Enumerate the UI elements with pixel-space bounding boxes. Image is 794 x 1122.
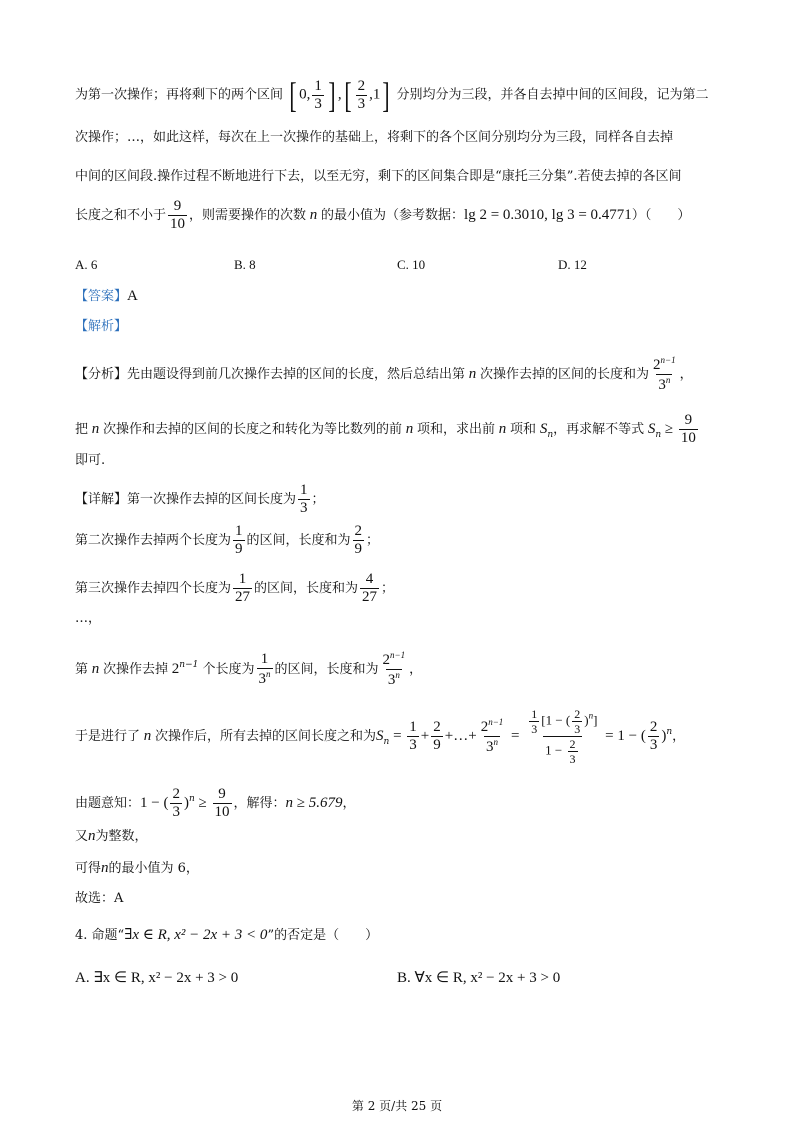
- text: 第三次操作去掉四个长度为: [75, 581, 232, 596]
- text: 【解析】: [75, 319, 128, 334]
- bracket: [: [289, 75, 297, 115]
- fenxi-tag: 【分析】: [75, 367, 128, 382]
- text: ，: [672, 729, 686, 744]
- option-c: C. 10: [397, 257, 426, 272]
- fenxi-line-3: 即可.: [75, 453, 106, 468]
- bracket: [: [344, 75, 352, 115]
- inequality-result: n ≥ 5.679: [285, 795, 343, 811]
- text: ，: [409, 662, 423, 677]
- detail-line-8: 又n为整数，: [75, 828, 148, 844]
- detail-line-7: 由题意知：1 − ( $\frac{2}{3}$ )$^n$ ≥ $\frac{9}{10}$ ，解得：n ≥ 5.679，: [75, 786, 356, 820]
- fraction-2-3: $\frac{2}{3}$: [649, 719, 658, 753]
- text: ；: [366, 533, 380, 548]
- text: ；: [311, 492, 325, 507]
- fraction-2-3: $\frac{2}{3}$: [357, 77, 366, 112]
- fraction-9-10: $\frac{9}{10}$: [214, 786, 230, 820]
- text: 项和: [510, 422, 537, 437]
- text: 为第一次操作；再将剩下的两个区间: [75, 87, 284, 103]
- fraction-4-27: $\frac{4}{27}$: [362, 571, 378, 605]
- text: 为整数，: [95, 829, 148, 844]
- text: 于是进行了: [75, 729, 141, 744]
- problem-line-3: 中间的区间段.操作过程不断地进行下去，以至无穷，剩下的区间集合即是“康托三分集”.若使去掉的各区间: [75, 169, 682, 184]
- reference-data: lg 2 = 0.3010, lg 3 = 0.4771: [464, 207, 632, 223]
- fraction-2n1-3n: $\frac{2^{n-1}}{3^n}$: [480, 717, 504, 755]
- text: 第一次操作去掉的区间长度为: [127, 492, 297, 507]
- text: ，: [679, 367, 693, 382]
- text: ，则需要操作的次数: [189, 208, 307, 223]
- q4-stem: [75, 928, 378, 943]
- text: 次操作去掉: [103, 662, 169, 677]
- text: 长度之和不小于: [75, 208, 167, 223]
- text: ；: [381, 581, 395, 596]
- problem-line-1: 为第一次操作；再将剩下的两个区间 [ 0, $\frac{1}{3}$ ] ,[ $\frac{2}{3}$ ,1] 分别均分为三段，并各自去掉中间的区间段，记为第二: [75, 75, 709, 115]
- text: 的区间，长度和为: [246, 533, 351, 548]
- fenxi-line-2: 把 n 次操作和去掉的区间的长度之和转化为等比数列的前 n 项和，求出前 n 项和 $S_n$，再求解不等式 $S_n$ ≥ $\frac{9}{10}$: [75, 412, 696, 446]
- detail-line-10: 故选：A: [75, 891, 124, 906]
- detail-dots: …，: [75, 611, 102, 626]
- detail-line-1: [75, 483, 325, 516]
- page-footer: 第 2 页/共 25 页: [351, 1099, 443, 1113]
- text: 的区间，长度和为: [274, 662, 379, 677]
- fraction-1-3: $\frac{1}{3}$: [300, 482, 308, 516]
- text: 次操作去掉的区间的长度和为: [480, 367, 650, 382]
- text: 可得: [75, 861, 102, 876]
- fraction-9-10: $\frac{9}{10}$: [680, 412, 696, 446]
- detail-line-6: 于是进行了 n 次操作后，所有去掉的区间长度之和为$S_n$ = $\frac{1}{3}$ + $\frac{2}{9}$ +…+ $\frac{2^{n-1}}{3^n}$ = $\frac{1}{3}$ [1 − ( $\frac{2}{3}$ )$^n$] 1 − $\frac{2}{3}$ = 1 − ( $\frac{2}{3}$ )$^n$，: [75, 707, 686, 766]
- text: ，: [342, 796, 356, 811]
- fenxi-line-1: 【分析】先由题设得到前几次操作去掉的区间的长度，然后总结出第 n 次操作去掉的区间的长度和为 $\frac{2^{n-1}}{3^n}$ ，: [75, 355, 693, 393]
- text: 把: [75, 422, 89, 437]
- detail-line-9: 可得n的最小值为 6，: [75, 860, 199, 876]
- q4-option-b: B. ∀x ∈ R, x² − 2x + 3 > 0: [397, 970, 561, 986]
- detail-line-2: [75, 524, 379, 557]
- text: ，解得：: [233, 796, 286, 811]
- fraction-1-27: $\frac{1}{27}$: [235, 571, 251, 605]
- fraction-1-9: $\frac{1}{9}$: [235, 523, 243, 557]
- sum-formula-fraction: $\frac{1}{3}$ [1 − ( $\frac{2}{3}$ )$^n$] 1 − $\frac{2}{3}$: [531, 707, 598, 766]
- text: 次操作后，所有去掉的区间长度之和为: [155, 729, 377, 744]
- q4-option-a: A. ∃x ∈ R, x² − 2x + 3 > 0: [75, 970, 239, 986]
- fraction-1-3: $\frac{1}{3}$: [409, 719, 417, 753]
- analysis-tag: [75, 320, 127, 333]
- detail-line-3: [75, 572, 394, 605]
- bracket: ]: [328, 75, 336, 115]
- text: 先由题设得到前几次操作去掉的区间的长度，然后总结出第: [127, 367, 466, 382]
- text: 又: [75, 829, 89, 844]
- option-d: D. 12: [558, 257, 587, 272]
- text: 的区间，长度和为: [254, 581, 359, 596]
- fraction-1-3n: $\frac{1}{3^n}$: [258, 651, 271, 687]
- option-b: B. 8: [234, 257, 256, 272]
- fraction-1-3: $\frac{1}{3}$: [314, 77, 322, 112]
- answer-value: A: [127, 288, 138, 304]
- text: 第: [75, 662, 89, 677]
- text: 个长度为: [202, 662, 255, 677]
- detail-line-5: 第 n 次操作去掉 $2^{n-1}$ 个长度为 $\frac{1}{3^n}$ 的区间，长度和为 $\frac{2^{n-1}}{3^n}$ ，: [75, 650, 423, 688]
- fraction-2n1-3n: $\frac{2^{n-1}}{3^n}$: [382, 650, 406, 688]
- fraction-2-9: $\frac{2}{9}$: [354, 523, 363, 557]
- math: 0,: [299, 86, 311, 103]
- text: ”的否定是（ ）: [267, 928, 379, 943]
- option-a: A. 6: [75, 257, 98, 272]
- text: ）（ ）: [631, 208, 691, 223]
- text: 第二次操作去掉两个长度为: [75, 533, 232, 548]
- problem-line-2: 次操作；…，如此这样，每次在上一次操作的基础上，将剩下的各个区间分别均分为三段，同样各自去掉: [75, 130, 674, 145]
- bracket: ]: [382, 75, 391, 115]
- answer-line: [75, 289, 138, 304]
- text: 的最小值为 6，: [108, 861, 199, 876]
- fraction-9-10: $\frac{9}{10}$: [170, 198, 186, 232]
- problem-line-4: 长度之和不小于 $\frac{9}{10}$ ，则需要操作的次数 n 的最小值为（参考数据：lg 2 = 0.3010, lg 3 = 0.4771）（ ）: [75, 198, 691, 232]
- fraction-2n1-3n: $\frac{2^{n-1}}{3^n}$: [653, 355, 676, 393]
- fraction-2-9: $\frac{2}{9}$: [433, 719, 441, 753]
- text: 次操作和去掉的区间的长度之和转化为等比数列的前: [103, 422, 403, 437]
- answer-tag: 【答案】: [75, 289, 128, 304]
- text: 4. 命题“: [75, 928, 125, 943]
- text: 的最小值为（参考数据：: [321, 208, 465, 223]
- text: 分别均分为三段，并各自去掉中间的区间段，记为第二: [396, 87, 709, 103]
- text: 由题意知：: [75, 796, 141, 811]
- detail-tag: 【详解】: [75, 492, 128, 507]
- text: 项和，求出前: [417, 422, 496, 437]
- fraction-2-3: $\frac{2}{3}$: [172, 786, 180, 820]
- q4-expression: ∃x ∈ R, x² − 2x + 3 < 0: [124, 927, 268, 943]
- text: ，再求解不等式: [553, 422, 645, 437]
